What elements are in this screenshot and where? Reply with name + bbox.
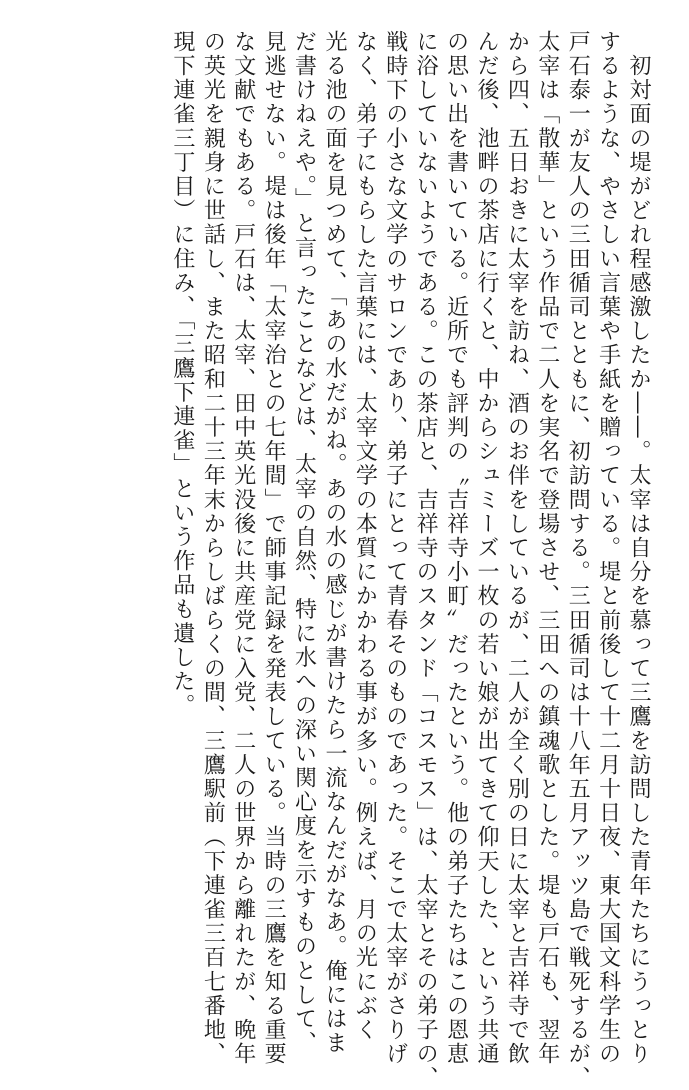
text-column-11: 光る池の面を見つめて、「あの水だがね。あの水の感じが書けたら一流なんだがなあ。俺にはま [321, 30, 347, 1056]
text-column-4: 太宰は「散華」という作品で二人を実名で登場させ、三田への鎮魂歌とした。堤も戸石も、翌年 [534, 30, 560, 1067]
vertical-text-block [167, 30, 654, 1090]
text-column-7: の思い出を書いている。近所でも評判の〝吉祥寺小町〟だったという。他の弟子たちはこの恩恵 [443, 30, 469, 1067]
text-column-12: だ書けねえや。」と言ったことなどは、太宰の自然、特に水への深い関心度を示すものとして、 [291, 30, 317, 1056]
text-column-1: 初対面の堤がどれ程感激したか――。太宰は自分を慕って三鷹を訪問した青年たちにうっとり [626, 30, 651, 1067]
text-column-8: に浴していないようである。この茶店と、吉祥寺のスタンド「コスモス」は、太宰とその弟子の、 [413, 30, 439, 1090]
text-column-6: んだ後、池畔の茶店に行くと、中からシュミーズ一枚の若い娘が出てきて仰天した、という共通 [473, 30, 499, 1067]
text-column-14: な文献でもある。戸石は、太宰、田中英光没後に共産党に入党、二人の世界から離れたが、晩年 [230, 30, 256, 1067]
text-column-15: の英光を親身に世話し、また昭和二十三年末からしばらくの間、三鷹駅前（下連雀三百七番地、 [200, 30, 226, 1067]
text-column-2: するような、やさしい言葉や手紙を贈っている。堤と前後して十二月十日夜、東大国文科学生の [595, 30, 621, 1067]
text-column-9: 戦時下の小さな文学のサロンであり、弟子にとって青春そのものであった。そこで太宰がさりげ [382, 30, 408, 1067]
text-column-3: 戸石泰一が友人の三田循司とともに、初訪問する。三田循司は十八年五月アッツ島で戦死するが、 [565, 30, 591, 1090]
text-column-10: なく、弟子にもらした言葉には、太宰文学の本質にかかわる事が多い。例えば、月の光にぶく [352, 30, 378, 1043]
text-column-5: から四、五日おきに太宰を訪ね、酒のお伴をしているが、二人が全く別の日に太宰と吉祥寺で飲 [504, 30, 530, 1067]
text-column-16: 現下連雀三丁目）に住み、「三鷹下連雀」という作品も遺した。 [169, 30, 195, 718]
text-column-13: 見逃せない。堤は後年「太宰治との七年間」で師事記録を発表している。当時の三鷹を知る重要 [261, 30, 287, 1067]
